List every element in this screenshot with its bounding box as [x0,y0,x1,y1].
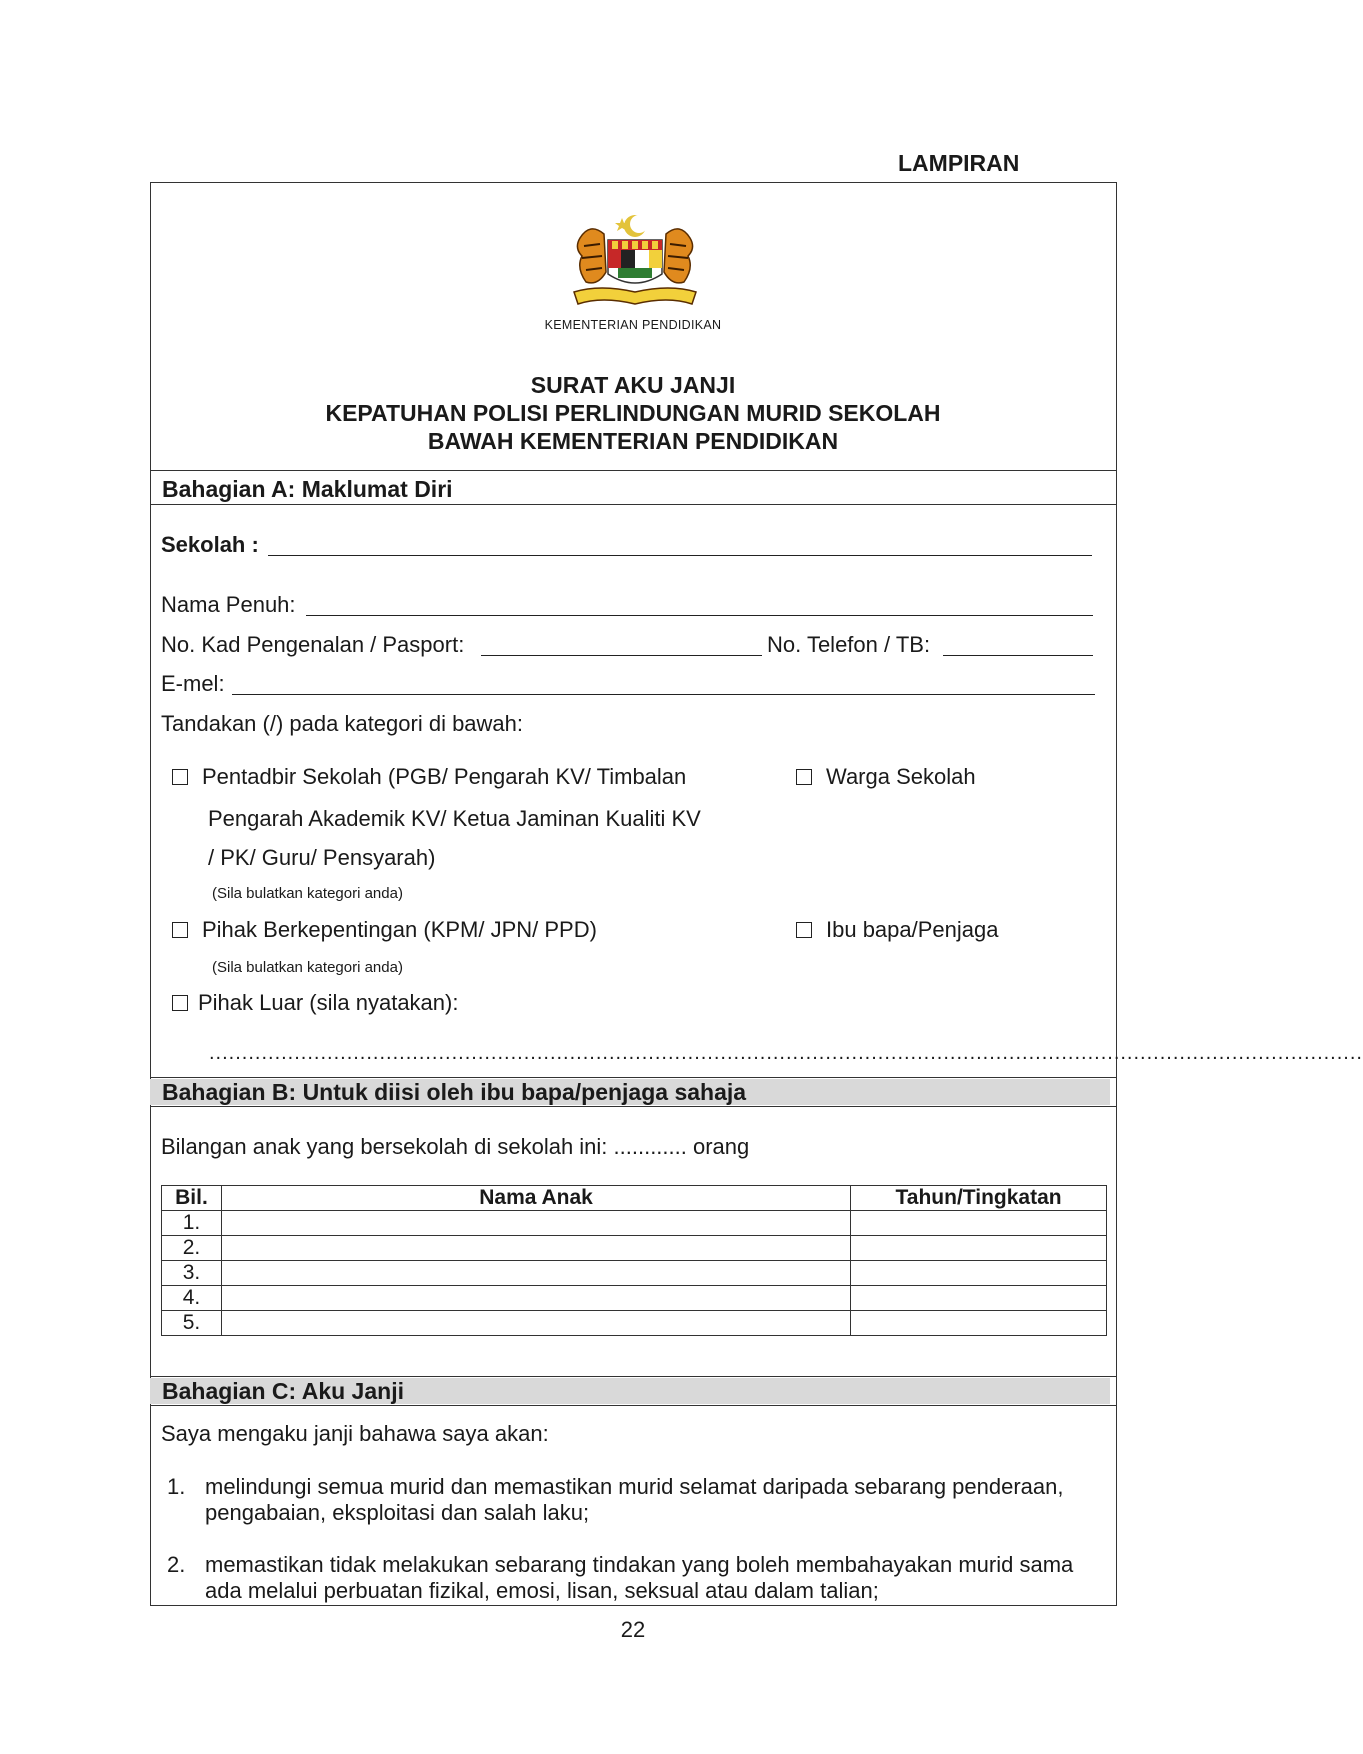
col-bil: Bil. [162,1186,222,1211]
children-table [161,1185,1107,1336]
pledge-line: ada melalui perbuatan fizikal, emosi, lisan, seksual atau dalam talian; [205,1578,879,1603]
option-warga [796,764,976,790]
row-number: 1. [162,1211,222,1236]
form-title: SURAT AKU JANJI [530,372,736,398]
ic-label: No. Kad Pengenalan / Pasport: [161,632,465,657]
email-field[interactable] [232,694,1095,695]
form-subtitle-2: BAWAH KEMENTERIAN PENDIDIKAN [427,428,839,454]
option-pihak-berkepentingan [172,917,597,943]
nama-anak-cell[interactable] [221,1286,850,1311]
nama-label: Nama Penuh: [161,592,296,617]
option-pihak-luar [172,990,458,1016]
pihak-luar-field[interactable]: ................................................................................................................................................................................ [209,1042,1363,1064]
table-row [162,1261,1107,1286]
form-subtitle-1: KEPATUHAN POLISI PERLINDUNGAN MURID SEKOLAH [325,400,941,426]
divider [150,470,1117,471]
circle-note: (Sila bulatkan kategori anda) [212,959,403,976]
pledge-line: memastikan tidak melakukan sebarang tindakan yang boleh membahayakan murid sama [205,1552,1074,1577]
divider [150,1405,1117,1406]
nama-field[interactable] [306,615,1093,616]
option-pentadbir [172,764,686,790]
table-row [162,1311,1107,1336]
email-label: E-mel: [161,671,225,696]
tahun-cell[interactable] [851,1211,1107,1236]
pledge-line: melindungi semua murid dan memastikan murid selamat daripada sebarang penderaan, [205,1474,1064,1499]
pledge-item [205,1474,1105,1526]
option-pentadbir-line2: Pengarah Akademik KV/ Ketua Jaminan Kualiti KV [208,806,701,831]
checkbox-pihak-luar[interactable] [172,995,188,1011]
checkbox-warga[interactable] [796,769,812,785]
divider [150,1376,1117,1377]
coat-of-arms-icon [560,212,710,312]
divider [150,504,1117,505]
tahun-cell[interactable] [851,1286,1107,1311]
option-warga-label: Warga Sekolah [826,764,976,789]
pledge-intro: Saya mengaku janji bahawa saya akan: [161,1421,549,1446]
pledge-item [205,1552,1105,1604]
section-a-heading: Bahagian A: Maklumat Diri [162,476,453,502]
option-pihak-berkepentingan-label: Pihak Berkepentingan (KPM/ JPN/ PPD) [202,917,597,942]
table-row [162,1236,1107,1261]
row-number: 2. [162,1236,222,1261]
divider [150,1106,1117,1107]
ic-field[interactable] [481,655,762,656]
row-number: 5. [162,1311,222,1336]
table-row [162,1211,1107,1236]
option-pentadbir-line3: / PK/ Guru/ Pensyarah) [208,845,436,870]
table-header-row [162,1186,1107,1211]
section-c-heading: Bahagian C: Aku Janji [150,1378,1110,1404]
divider [150,1077,1117,1078]
row-number: 4. [162,1286,222,1311]
bilangan-anak: Bilangan anak yang bersekolah di sekolah ini: ............ orang [161,1134,750,1159]
nama-anak-cell[interactable] [221,1211,850,1236]
option-pentadbir-label: Pentadbir Sekolah (PGB/ Pengarah KV/ Timbalan [202,764,687,789]
col-tahun: Tahun/Tingkatan [851,1186,1107,1211]
tahun-cell[interactable] [851,1311,1107,1336]
tahun-cell[interactable] [851,1236,1107,1261]
option-ibubapa-label: Ibu bapa/Penjaga [826,917,999,942]
checkbox-pihak-berkepentingan[interactable] [172,922,188,938]
row-number: 3. [162,1261,222,1286]
option-pihak-luar-label: Pihak Luar (sila nyatakan): [198,990,459,1015]
pledge-number: 1. [167,1474,186,1499]
phone-label: No. Telefon / TB: [767,632,931,657]
pledge-number: 2. [167,1552,186,1577]
sekolah-field[interactable] [268,555,1092,556]
checkbox-pentadbir[interactable] [172,769,188,785]
category-instruction: Tandakan (/) pada kategori di bawah: [161,711,524,736]
circle-note: (Sila bulatkan kategori anda) [212,885,403,902]
tahun-cell[interactable] [851,1261,1107,1286]
nama-anak-cell[interactable] [221,1311,850,1336]
pledge-line: pengabaian, eksploitasi dan salah laku; [205,1500,590,1525]
table-row [162,1286,1107,1311]
nama-anak-cell[interactable] [221,1261,850,1286]
sekolah-label: Sekolah : [161,532,259,557]
lampiran-label: LAMPIRAN [898,150,1020,176]
col-nama-anak: Nama Anak [221,1186,850,1211]
phone-field[interactable] [943,655,1093,656]
page-number: 22 [620,1617,646,1642]
section-b-heading: Bahagian B: Untuk diisi oleh ibu bapa/penjaga sahaja [150,1079,1110,1105]
option-ibubapa [796,917,999,943]
ministry-caption: KEMENTERIAN PENDIDIKAN [544,318,722,332]
nama-anak-cell[interactable] [221,1236,850,1261]
checkbox-ibubapa[interactable] [796,922,812,938]
